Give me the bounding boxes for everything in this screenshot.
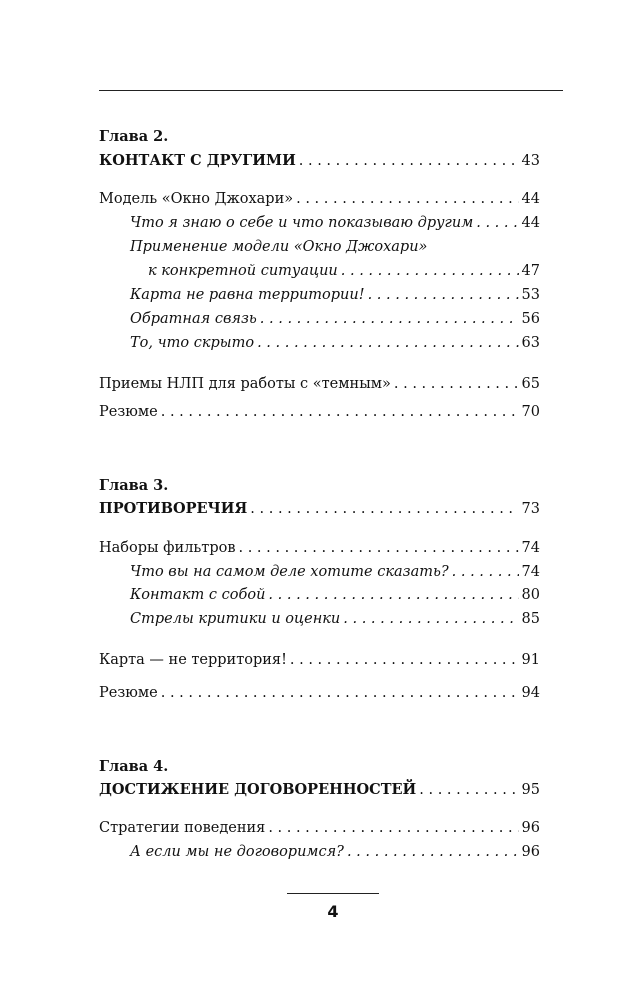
toc-entry-if-no-agreement[interactable] — [130, 842, 540, 862]
toc-entry-johari-application-line1[interactable]: Применение модели «Окно Джохари» — [130, 239, 428, 255]
toc-entry-what-i-know[interactable] — [130, 213, 540, 233]
entry-page: 73 — [521, 501, 540, 517]
top-rule — [99, 90, 563, 91]
leader-dots — [290, 650, 519, 670]
leader-dots — [341, 261, 519, 281]
entry-text: Обратная связь — [130, 311, 257, 327]
entry-text: КОНТАКТ С ДРУГИМИ — [99, 152, 296, 169]
chapter-4-label: Глава 4. — [99, 758, 169, 775]
leader-dots — [347, 842, 519, 862]
entry-text: Приемы НЛП для работы с «темным» — [99, 376, 391, 392]
entry-page: 95 — [521, 782, 540, 798]
entry-page: 44 — [521, 191, 540, 207]
page-number: 4 — [327, 902, 339, 921]
leader-dots — [257, 333, 518, 353]
entry-page: 91 — [521, 652, 540, 668]
entry-page: 53 — [521, 287, 540, 303]
toc-entry-map-not-territory[interactable] — [99, 650, 540, 670]
entry-page: 96 — [521, 820, 540, 836]
toc-entry-chapter-4-title[interactable] — [99, 780, 540, 800]
entry-text: Стрелы критики и оценки — [130, 611, 341, 627]
entry-page: 94 — [521, 685, 540, 701]
footer-rule — [287, 893, 379, 894]
leader-dots — [394, 374, 519, 394]
entry-text: ДОСТИЖЕНИЕ ДОГОВОРЕННОСТЕЙ — [99, 781, 417, 798]
entry-page: 65 — [521, 376, 540, 392]
entry-text: Карта — не территория! — [99, 652, 287, 668]
leader-dots — [161, 683, 519, 703]
entry-page: 85 — [521, 611, 540, 627]
toc-entry-contact-with-self[interactable] — [130, 585, 540, 605]
leader-dots — [343, 609, 518, 629]
entry-text: Резюме — [99, 404, 158, 420]
leader-dots — [161, 402, 519, 422]
entry-text: Контакт с собой — [130, 587, 266, 603]
entry-text: Что вы на самом деле хотите сказать? — [130, 564, 449, 580]
toc-entry-nlp-techniques[interactable] — [99, 374, 540, 394]
toc-entry-johari-model[interactable] — [99, 189, 540, 209]
entry-text: А если мы не договоримся? — [130, 844, 344, 860]
chapter-2-label: Глава 2. — [99, 128, 169, 145]
toc-entry-feedback[interactable] — [130, 309, 540, 329]
leader-dots — [250, 499, 518, 519]
toc-entry-summary-ch3[interactable] — [99, 683, 540, 703]
toc-entry-chapter-3-title[interactable] — [99, 499, 540, 519]
entry-text: ПРОТИВОРЕЧИЯ — [99, 500, 248, 517]
toc-entry-hidden[interactable] — [130, 333, 540, 353]
leader-dots — [476, 213, 518, 233]
entry-page: 70 — [521, 404, 540, 420]
toc-entry-map-territory[interactable] — [130, 285, 540, 305]
toc-entry-criticism-arrows[interactable] — [130, 609, 540, 629]
entry-text: Наборы фильтров — [99, 540, 236, 556]
toc-entry-chapter-2-title[interactable] — [99, 151, 540, 171]
entry-page: 74 — [521, 564, 540, 580]
toc-entry-filter-sets[interactable] — [99, 538, 540, 558]
entry-text: Модель «Окно Джохари» — [99, 191, 294, 207]
entry-page: 80 — [521, 587, 540, 603]
leader-dots — [299, 151, 519, 171]
entry-text: к конкретной ситуации — [148, 263, 338, 279]
entry-page: 43 — [521, 153, 540, 169]
entry-text: Стратегии поведения — [99, 820, 266, 836]
leader-dots — [268, 585, 518, 605]
toc-entry-johari-application[interactable] — [148, 261, 540, 281]
entry-page: 47 — [521, 263, 540, 279]
entry-page: 63 — [521, 335, 540, 351]
leader-dots — [419, 780, 518, 800]
entry-page: 56 — [521, 311, 540, 327]
entry-text: Что я знаю о себе и что показываю другим — [130, 215, 474, 231]
toc-entry-behavior-strategies[interactable] — [99, 818, 540, 838]
chapter-3-label: Глава 3. — [99, 477, 169, 494]
entry-text: Карта не равна территории! — [130, 287, 365, 303]
leader-dots — [368, 285, 519, 305]
toc-entry-what-you-mean[interactable] — [130, 562, 540, 582]
entry-page: 74 — [521, 540, 540, 556]
leader-dots — [239, 538, 519, 558]
entry-page: 96 — [521, 844, 540, 860]
toc-entry-summary-ch2[interactable] — [99, 402, 540, 422]
leader-dots — [452, 562, 519, 582]
entry-text: Резюме — [99, 685, 158, 701]
leader-dots — [268, 818, 518, 838]
entry-text: То, что скрыто — [130, 335, 255, 351]
entry-page: 44 — [521, 215, 540, 231]
leader-dots — [260, 309, 519, 329]
leader-dots — [296, 189, 518, 209]
